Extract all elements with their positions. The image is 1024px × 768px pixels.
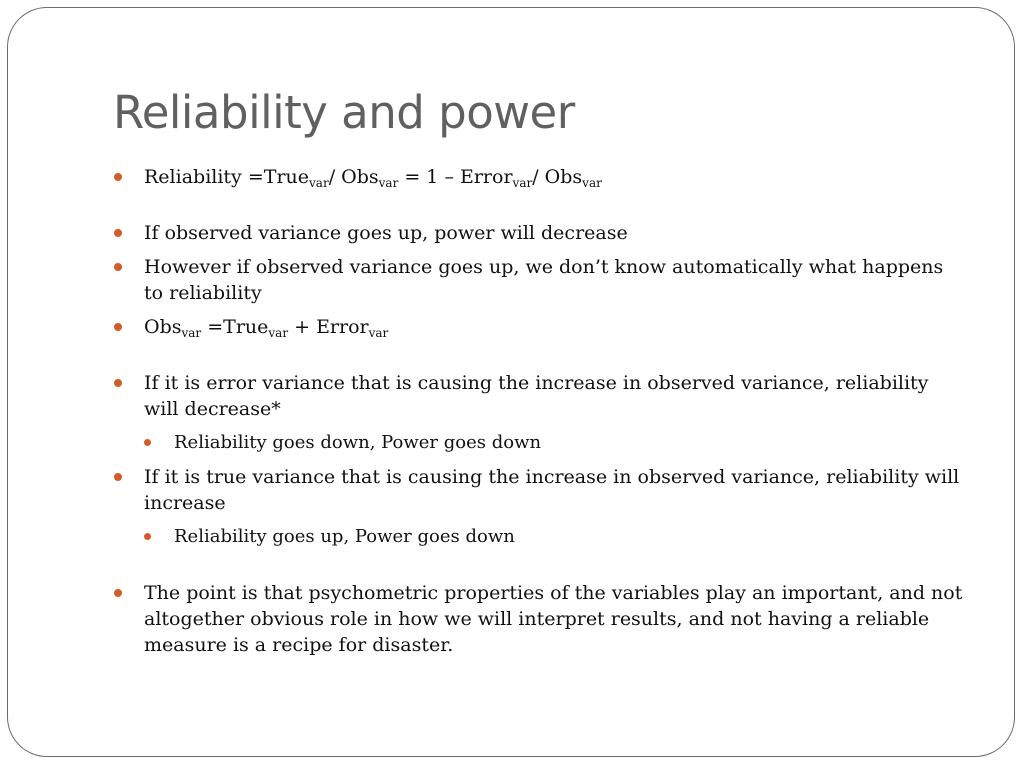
formula-observed-variance: Obs$_{var}$ =True$_{var}$ + Error$_{var}$ bbox=[144, 316, 389, 340]
bullet-error-variance bbox=[114, 370, 964, 422]
bullet-text: If observed variance goes up, power will decrease bbox=[144, 222, 628, 244]
bullet-text: However if observed variance goes up, we don’t know automatically what happens to reliability bbox=[144, 256, 944, 304]
bullet-dot bbox=[114, 173, 122, 181]
bullet-text: If it is error variance that is causing the increase in observed variance, reliability will decrease* bbox=[144, 372, 929, 420]
slide-body bbox=[114, 164, 964, 666]
sub-bullet-true-variance bbox=[144, 524, 964, 550]
bullet-dot bbox=[114, 229, 122, 237]
bullet-text: If it is true variance that is causing the increase in observed variance, reliability will increase bbox=[144, 466, 960, 514]
sub-bullet-text: Reliability goes down, Power goes down bbox=[174, 432, 542, 453]
bullet-dot bbox=[144, 439, 151, 446]
bullet-reliability-unknown bbox=[114, 254, 964, 306]
bullet-dot bbox=[114, 589, 122, 597]
bullet-dot bbox=[144, 533, 151, 540]
sub-bullet-error-variance bbox=[144, 430, 964, 456]
bullet-reliability-formula bbox=[114, 164, 964, 190]
formula-reliability: Reliability =True$_{var}$/ Obs$_{var}$ = 1 – Error$_{var}$/ Obs$_{var}$ bbox=[144, 166, 602, 190]
bullet-conclusion bbox=[114, 580, 964, 658]
bullet-power-decrease bbox=[114, 220, 964, 246]
bullet-dot bbox=[114, 323, 122, 331]
bullet-dot bbox=[114, 473, 122, 481]
bullet-true-variance bbox=[114, 464, 964, 516]
sub-bullet-text: Reliability goes up, Power goes down bbox=[174, 526, 515, 547]
bullet-obs-formula bbox=[114, 314, 964, 340]
bullet-dot bbox=[114, 379, 122, 387]
bullet-text: The point is that psychometric properties of the variables play an important, and not altogether obvious role in how we will interpret results, and not having a reliable measure is a recipe for disaster. bbox=[144, 582, 963, 656]
bullet-dot bbox=[114, 263, 122, 271]
slide-title: Reliability and power bbox=[113, 86, 575, 139]
